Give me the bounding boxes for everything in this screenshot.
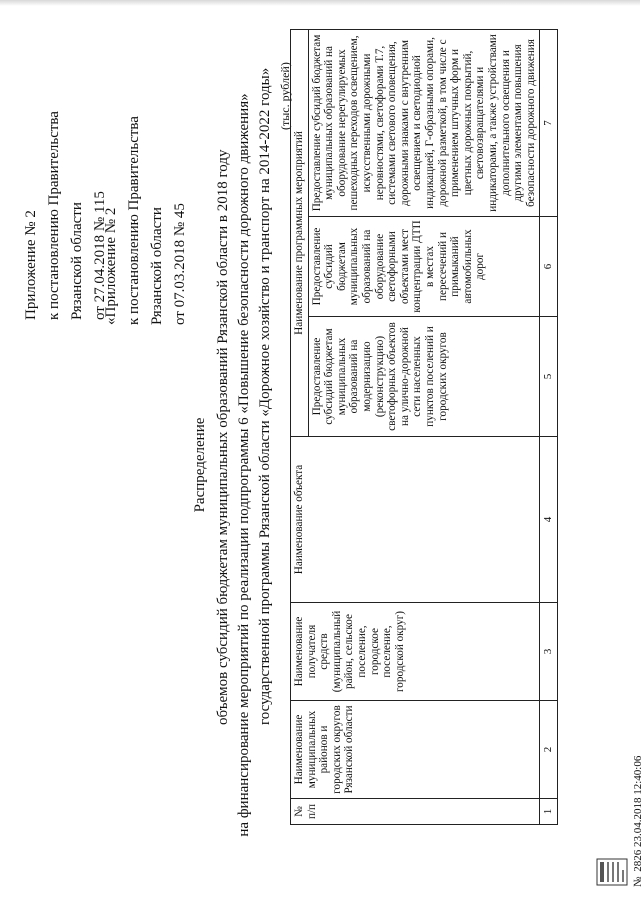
heading-line: на финансирование мероприятий по реализации подпрограммы 6 «Повышение безопасности дорожного движения» (236, 93, 252, 837)
subsidy-table (290, 29, 558, 825)
appendix-line: Рязанской области (69, 202, 85, 320)
column-number-row (540, 29, 558, 824)
appendix-title: «Приложение № 2 (103, 207, 119, 325)
column-number: 4 (540, 437, 558, 603)
header-measures: Наименование программных мероприятий (291, 29, 309, 436)
appendix-header-old (100, 25, 192, 325)
appendix-header-new (20, 20, 112, 320)
header-measure-crossings: Предоставление субсидий бюджетам муниципальных образований на оборудование нерегулируемых пешеходных переходов освещением, искусственными дорожными неровностями, светофорами Т.7, системами светового оповещения, дорожными знаками с внутренним освещением и светодиодной индикацией, Г-образными опорами, дорожной разметкой, в том числе с применением штучных форм и цветных дорожных покрытий, световозвращателями и индикаторами, а также устройствами дополнительного освещения и другими элементами повышения безопасности дорожного движения (308, 29, 540, 216)
unit-note: (тыс. рублей) (278, 62, 292, 130)
heading-title: Распределение (192, 417, 208, 513)
column-number: 2 (540, 701, 558, 799)
column-number: 3 (540, 603, 558, 701)
appendix-line: Рязанской области (149, 207, 165, 325)
column-number: 5 (540, 317, 558, 437)
footer-prefix: № (632, 876, 644, 887)
footer-number: 2826 (632, 849, 644, 872)
registration-stamp (632, 756, 644, 887)
header-number: № п/п (291, 799, 540, 825)
header-recipient: Наименование получателя средств (муниципальный район, сельское поселение, городское поселение, городской округ) (291, 603, 540, 701)
column-number: 7 (540, 29, 558, 216)
appendix-title: Приложение № 2 (23, 210, 39, 320)
heading-line: объемов субсидий бюджетам муниципальных образований Рязанской области в 2018 году (215, 149, 231, 725)
column-number: 1 (540, 799, 558, 825)
header-measure-modernization: Предоставление субсидий бюджетам муниципальных образований на модернизацию (реконструкцию) светофорных объектов на улично-дорожной сети населенных пунктов поселений и городских округов (308, 317, 540, 437)
column-number: 6 (540, 217, 558, 317)
document-heading (190, 67, 276, 837)
header-municipality: Наименование муниципальных районов и городских округов Рязанской области (291, 701, 540, 799)
heading-line: государственной программы Рязанской области «Дорожное хозяйство и транспорт на 2014-2022 годы» (257, 67, 273, 725)
appendix-line: к постановлению Правительства (46, 111, 62, 320)
appendix-date: от 27.04.2018 № 115 (92, 191, 108, 320)
office-logo-icon (595, 857, 629, 887)
appendix-date: от 07.03.2018 № 45 (172, 203, 188, 325)
footer-timestamp: 23.04.2018 12:40:06 (632, 755, 644, 847)
appendix-line: к постановлению Правительства (126, 116, 142, 325)
header-measure-traffic-lights: Предоставление субсидий бюджетам муниципальных образований на оборудование светофорными объектами мест концентрации ДТП в местах пересечений и примыканий автомобильных дорог (308, 217, 540, 317)
header-object: Наименование объекта (291, 437, 540, 603)
